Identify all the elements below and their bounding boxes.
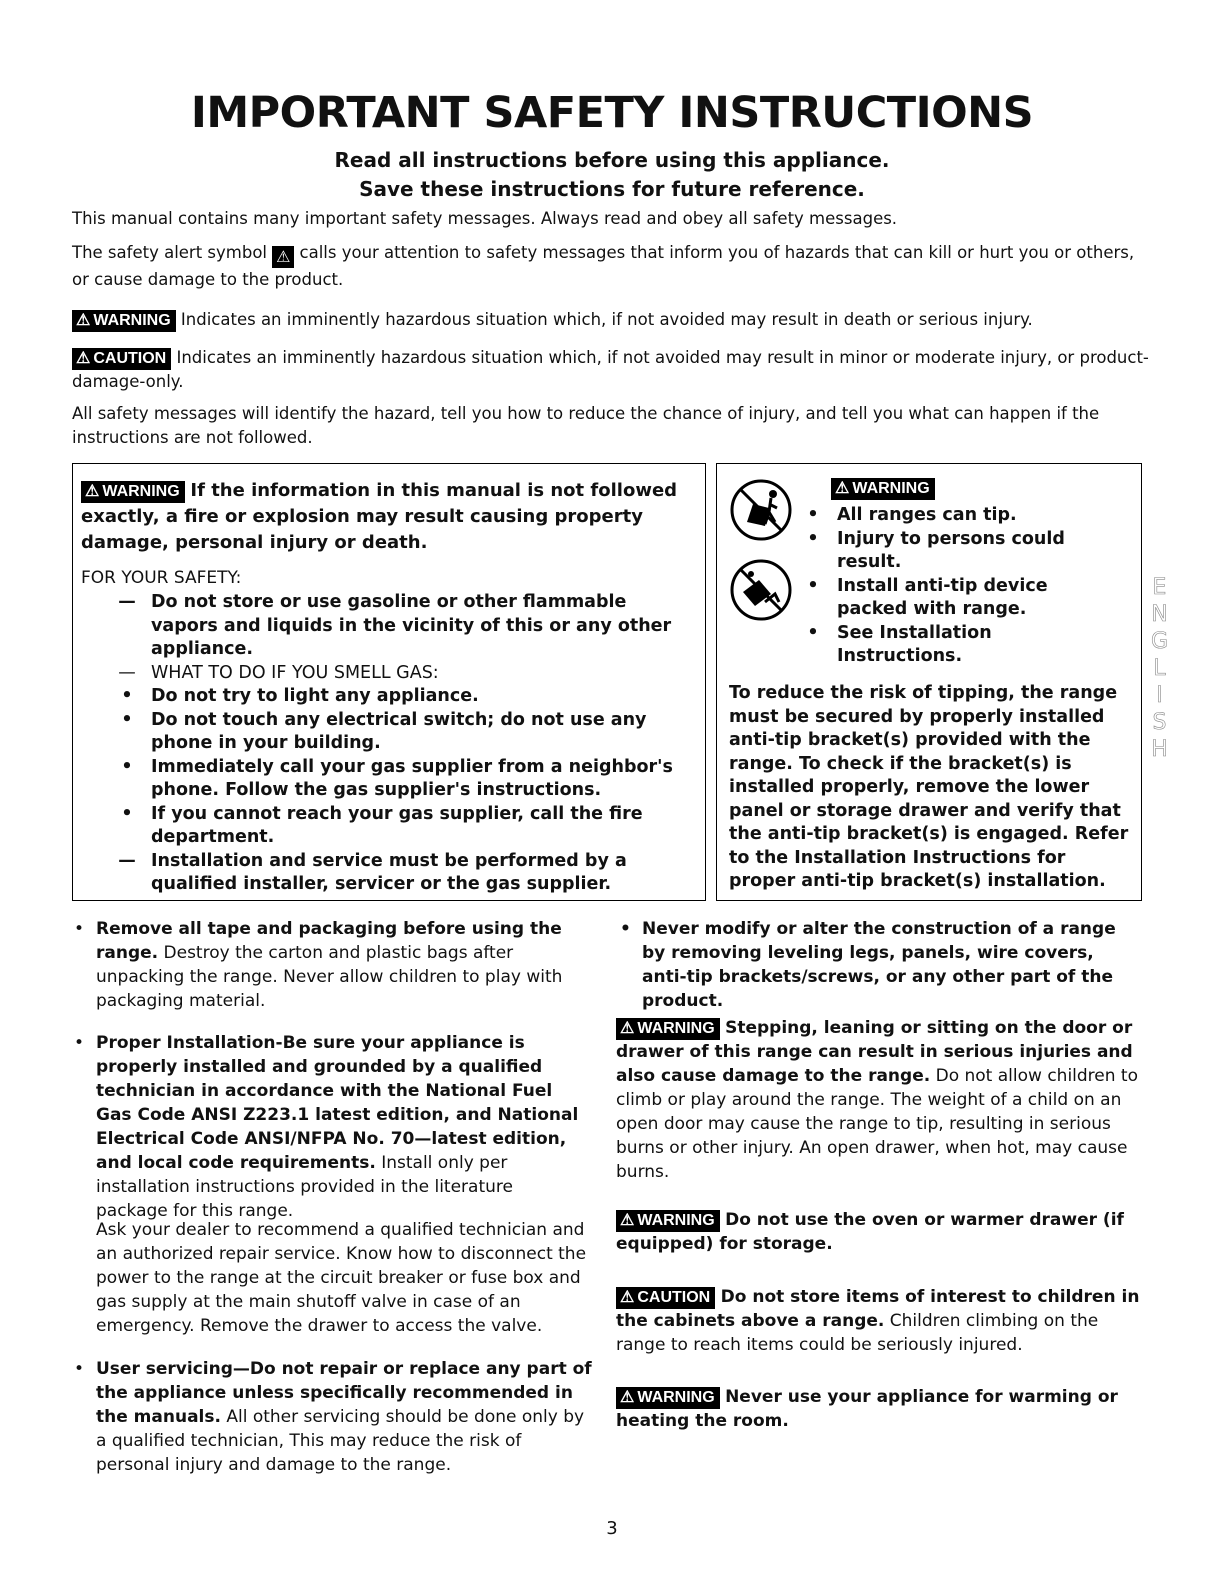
gas-safety-item-text: If you cannot reach your gas supplier, call the fire department. xyxy=(151,803,643,847)
cabinets-text: Children climbing on the range to reach items could be seriously injured. xyxy=(616,1311,1099,1355)
list-marker: — xyxy=(118,662,136,683)
tip-bullet-text: See Installation Instructions. xyxy=(837,622,992,666)
warning-badge-label: WARNING xyxy=(93,312,171,329)
gas-safety-item-text: Immediately call your gas supplier from a neighbor's phone. Follow the gas supplier's instructions. xyxy=(151,756,673,800)
english-side-label: ENGLISH xyxy=(1147,575,1172,764)
list-marker: • xyxy=(121,756,133,777)
gas-warning-lead xyxy=(81,478,693,556)
warning-definition xyxy=(72,308,1152,332)
warning-icon: ⚠ xyxy=(620,1020,635,1037)
warning-storage xyxy=(616,1208,1144,1256)
installation-bold: Proper Installation-Be sure your appliance is properly installed and grounded by a qualified technician in accordance with the National Fuel Gas Code ANSI Z223.1 latest edition, and National Electrical Code ANSI/NFPA No. 70—latest edition, and local code requirements. xyxy=(96,1033,579,1173)
caution-badge-label: CAUTION xyxy=(637,1289,711,1306)
warning-icon: ⚠ xyxy=(835,480,850,497)
warning-badge-label: WARNING xyxy=(637,1389,715,1406)
warning-badge-label: WARNING xyxy=(637,1020,715,1037)
stepping-bold: Stepping, leaning or sitting on the door or drawer of this range can result in serious injuries and also cause damage to the range. xyxy=(616,1018,1133,1086)
never-modify-text: Never modify or alter the construction of a range by removing leveling legs, panels, wire covers, anti-tip brackets/screws, or any other part of the product. xyxy=(642,919,1116,1011)
caution-definition xyxy=(72,346,1152,394)
tip-bullet-item xyxy=(793,622,1093,669)
page-number: 3 xyxy=(606,1518,618,1539)
tip-bullet-text: Injury to persons could result. xyxy=(837,528,1065,572)
intro-paragraph: This manual contains many important safety messages. Always read and obey all safety messages. xyxy=(72,209,898,228)
gas-safety-item-text: Do not store or use gasoline or other flammable vapors and liquids in the vicinity of this or any other appliance. xyxy=(151,592,672,659)
left-bullet-servicing: • User servicing—Do not repair or replace any part of the appliance unless specifically recommended in the manuals. All other servicing should be done only by a qualified technician, This may reduce the risk of personal injury and damage to the range. xyxy=(74,1359,592,1475)
tip-bullet-item xyxy=(793,528,1093,575)
subtitle-save: Save these instructions for future reference. xyxy=(359,177,865,201)
tip-bullet-text: Install anti-tip device packed with range. xyxy=(837,575,1048,619)
gas-safety-item xyxy=(73,709,693,756)
gas-warning-box xyxy=(72,463,706,901)
caution-definition-text: Indicates an imminently hazardous situation which, if not avoided may result in minor or moderate injury, or product-damage-only. xyxy=(72,348,1149,391)
gas-safety-item xyxy=(73,591,693,662)
storage-bold: Do not use the oven or warmer drawer (if equipped) for storage. xyxy=(616,1210,1124,1254)
gas-safety-item xyxy=(73,662,693,686)
packaging-bold: Remove all tape and packaging before using the range. xyxy=(96,919,562,963)
tip-body-text: To reduce the risk of tipping, the range must be secured by properly installed anti-tip bracket(s) provided with the range. To check if the bracket(s) is installed properly, remove the lower panel or storage drawer and verify that the anti-tip bracket(s) is engaged. Refer to the Installation Instructions for proper anti-tip bracket(s) installation. xyxy=(729,683,1129,891)
list-marker: • xyxy=(121,709,133,730)
warning-badge xyxy=(72,310,176,332)
cabinets-caution-badge xyxy=(616,1287,715,1309)
gas-safety-item-text: WHAT TO DO IF YOU SMELL GAS: xyxy=(151,662,439,683)
gas-safety-item xyxy=(73,756,693,803)
warning-badge-label: WARNING xyxy=(852,480,930,497)
servicing-text: All other servicing should be done only by a qualified technician, This may reduce the risk of personal injury and damage to the range. xyxy=(96,1407,585,1475)
caution-badge-label: CAUTION xyxy=(93,350,167,367)
gas-warning-badge xyxy=(81,481,185,503)
warning-stepping xyxy=(616,1016,1144,1184)
no-tipping-range-icon xyxy=(729,478,793,542)
warning-badge-label: WARNING xyxy=(637,1212,715,1229)
servicing-bold: User servicing—Do not repair or replace any part of the appliance unless specifically recommended in the manuals. xyxy=(96,1359,592,1427)
warning-badge-label: WARNING xyxy=(102,483,180,500)
warning-icon: ⚠ xyxy=(85,483,100,500)
gas-safety-list xyxy=(73,591,693,897)
list-marker: • xyxy=(121,686,133,706)
packaging-text: Destroy the carton and plastic bags after unpacking the range. Never allow children to play with packaging material. xyxy=(96,943,563,1011)
for-your-safety: FOR YOUR SAFETY: xyxy=(81,568,242,588)
bullet-marker: • xyxy=(807,505,819,525)
left-bullet-packaging: • Remove all tape and packaging before using the range. Destroy the carton and plastic bags after unpacking the range. Never allow children to play with packaging material. xyxy=(74,919,563,1011)
gas-safety-item-text: Installation and service must be performed by a qualified installer, servicer or the gas supplier. xyxy=(151,850,627,894)
safety-symbol-post: calls your attention to safety messages that inform you of hazards that can kill or hurt you or others, or cause damage to the product. xyxy=(72,243,1135,289)
installation-text: Install only per installation instructions provided in the literature package for this range. xyxy=(96,1153,513,1221)
warning-heating xyxy=(616,1385,1144,1433)
left-bullet-installation: • Proper Installation-Be sure your appliance is properly installed and grounded by a qualified technician in accordance with the National Fuel Gas Code ANSI Z223.1 latest edition, and National Electrical Code ANSI/NFPA No. 70—latest edition, and local code requirements. Install only per installation instructions provided in the literature package for this range. xyxy=(74,1033,579,1221)
cabinets-bold: Do not store items of interest to children in the cabinets above a range. xyxy=(616,1287,1140,1331)
bullet-marker: • xyxy=(807,575,819,596)
gas-warning-lead-text: If the information in this manual is not followed exactly, a fire or explosion may result causing property damage, personal injury or death. xyxy=(81,480,678,553)
tip-bullet-text: All ranges can tip. xyxy=(837,505,1017,525)
tip-bullet-item xyxy=(793,575,1093,622)
warning-icon: ⚠ xyxy=(76,312,91,329)
gas-safety-item-text: Do not try to light any appliance. xyxy=(151,686,479,706)
caution-icon: ⚠ xyxy=(620,1289,635,1306)
stepping-text: Do not allow children to climb or play around the range. The weight of a child on an open door may cause the range to tip, resulting in serious burns or other injury. An open drawer, when hot, may cause burns. xyxy=(616,1066,1138,1182)
all-messages-paragraph: All safety messages will identify the hazard, tell you how to reduce the chance of injury, and tell you what can happen if the instructions are not followed. xyxy=(72,404,1100,447)
list-marker: — xyxy=(118,850,136,871)
storage-warning-badge xyxy=(616,1210,720,1232)
tip-bullet-list xyxy=(793,504,1093,669)
caution-icon: ⚠ xyxy=(76,350,91,367)
tip-warning-badge xyxy=(831,478,935,500)
safety-symbol-paragraph xyxy=(72,241,1152,292)
subtitle-read: Read all instructions before using this appliance. xyxy=(334,148,890,172)
warning-icon: ⚠ xyxy=(620,1212,635,1229)
list-marker: • xyxy=(121,803,133,824)
right-bullet-never-modify: • Never modify or alter the construction of a range by removing leveling legs, panels, wire covers, anti-tip brackets/screws, or any other part of the product. xyxy=(620,919,1116,1011)
heating-warning-badge xyxy=(616,1387,720,1409)
gas-safety-item xyxy=(73,685,693,709)
gas-safety-item-text: Do not touch any electrical switch; do not use any phone in your building. xyxy=(151,709,647,753)
gas-safety-item xyxy=(73,850,693,897)
safety-symbol-pre: The safety alert symbol xyxy=(72,243,268,262)
warning-icon: ⚠ xyxy=(620,1389,635,1406)
heating-bold: Never use your appliance for warming or heating the room. xyxy=(616,1387,1118,1431)
caution-cabinets xyxy=(616,1285,1144,1357)
list-marker: — xyxy=(118,592,136,612)
bullet-marker: • xyxy=(807,528,819,549)
tip-warning-box xyxy=(716,463,1142,901)
page-title: IMPORTANT SAFETY INSTRUCTIONS xyxy=(190,88,1034,138)
safety-alert-icon: ⚠ xyxy=(272,246,294,268)
bullet-marker: • xyxy=(807,622,819,643)
gas-safety-item xyxy=(73,803,693,850)
warning-definition-text: Indicates an imminently hazardous situation which, if not avoided may result in death or serious injury. xyxy=(180,310,1033,329)
left-paragraph-dealer: Ask your dealer to recommend a qualified technician and an authorized repair service. Know how to disconnect the power to the range at the circuit breaker or fuse box and gas supply at the main shutoff valve in case of an emergency. Remove the drawer to access the valve. xyxy=(96,1220,587,1336)
caution-badge xyxy=(72,348,171,370)
stepping-warning-badge xyxy=(616,1018,720,1040)
tip-warning-header xyxy=(831,478,935,500)
no-child-climbing-icon xyxy=(729,558,793,622)
tip-bullet-item xyxy=(793,504,1093,528)
